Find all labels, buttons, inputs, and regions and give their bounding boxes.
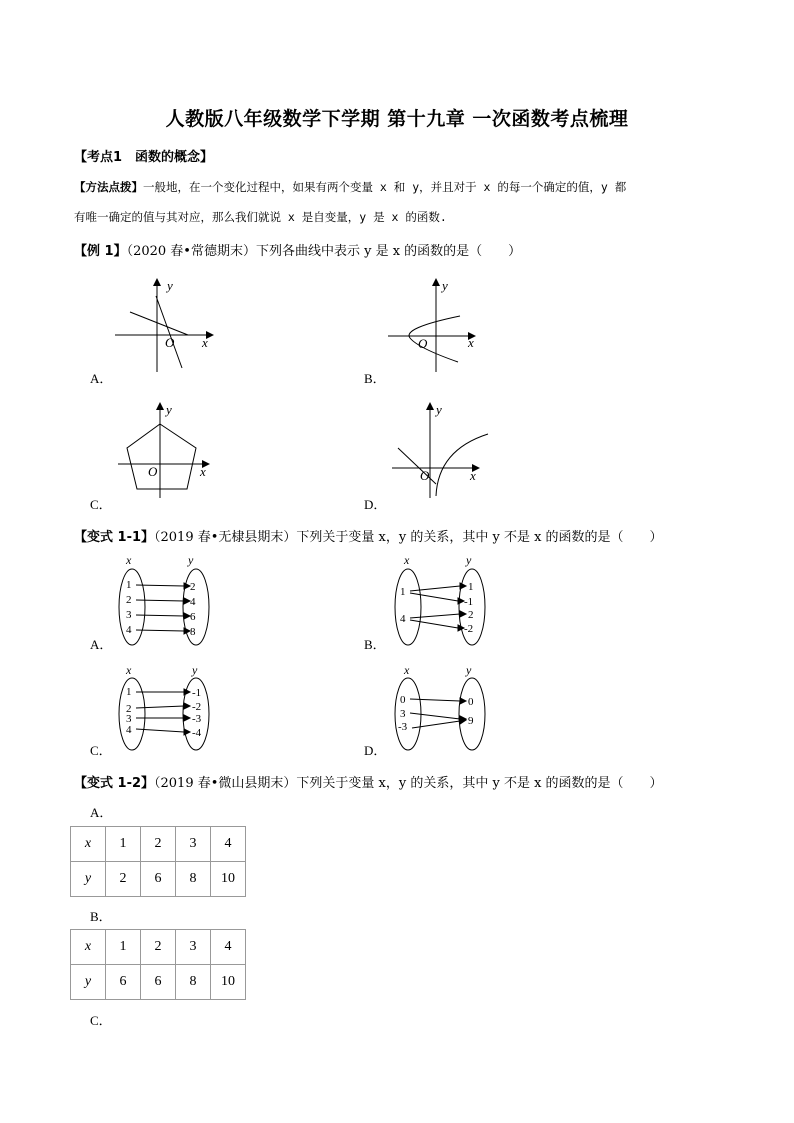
- mapping-d-x-neg3: -3: [398, 721, 408, 733]
- table-a-cell: 10: [211, 862, 246, 897]
- example-1-tag: 【例 1】: [74, 244, 127, 259]
- mapping-a-y-3: 6: [190, 611, 196, 623]
- table-b-row-x: [71, 930, 246, 965]
- mapping-b-y-neg2: -2: [464, 623, 474, 635]
- graph-b: [382, 272, 492, 378]
- mapping-a-x-title: x: [126, 553, 132, 567]
- variant-1-1-tag: 【变式 1-1】: [74, 530, 155, 545]
- graph-c: [110, 400, 220, 500]
- graph-c-x-label: x: [200, 464, 206, 479]
- graph-b-origin: O: [418, 336, 428, 351]
- mapping-b-y-2: 2: [468, 609, 474, 621]
- mapping-a-x-4: 4: [126, 624, 132, 636]
- table-a-cell: 6: [141, 862, 176, 897]
- mapping-d-y-9: 9: [468, 715, 474, 727]
- mapping-b-x-1: 1: [400, 586, 406, 598]
- mapping-d-x-title: x: [404, 663, 410, 677]
- mapping-a: [110, 552, 220, 648]
- graph-b-y-arrow: [432, 278, 440, 286]
- variant-1-1-option-d[interactable]: D．: [364, 743, 387, 758]
- variant-1-1-option-c[interactable]: C．: [90, 743, 112, 758]
- mapping-c-y-4: -4: [192, 727, 202, 739]
- mapping-a-x-2: 2: [126, 594, 132, 606]
- mapping-d-y-0: 0: [468, 696, 474, 708]
- variant-1-1-option-b[interactable]: B．: [364, 637, 386, 652]
- variant-1-1-question: [74, 526, 663, 545]
- table-a-cell: 1: [106, 827, 141, 862]
- variant-1-2-text: （2019 春•微山县期末）下列关于变量 x，y 的关系，其中 y 不是 x 的函数的是（ ）: [154, 776, 663, 791]
- mapping-a-x-ellipse: [119, 569, 145, 645]
- mapping-b-x-ellipse: [395, 569, 421, 645]
- variant-1-2-tag: 【变式 1-2】: [74, 776, 155, 791]
- mapping-b-x-title: x: [404, 553, 410, 567]
- graph-b-x-label: x: [468, 335, 474, 350]
- graph-c-y-arrow: [156, 402, 164, 410]
- variant-1-2-option-b[interactable]: B．: [90, 909, 112, 924]
- table-b-cell: 6: [141, 965, 176, 1000]
- graph-a-y-arrow: [153, 278, 161, 286]
- graph-d-curve: [436, 434, 488, 496]
- section-heading: 【考点1 函数的概念】: [74, 150, 214, 165]
- table-a-cell: 2: [106, 862, 141, 897]
- mapping-c-y-2: -2: [192, 701, 202, 713]
- mapping-d-arrows: [410, 698, 466, 728]
- variant-1-2-question: [74, 772, 663, 791]
- page-title: 人教版八年级数学下学期 第十九章 一次函数考点梳理: [165, 108, 629, 130]
- table-a: [70, 826, 246, 897]
- example-1-option-a[interactable]: A．: [90, 371, 113, 386]
- mapping-a-x-1: 1: [126, 579, 132, 591]
- graph-a-x-label: x: [202, 335, 208, 350]
- graph-d-y-label: y: [436, 402, 442, 417]
- mapping-c: [110, 662, 220, 754]
- graph-a-curve-1: [130, 312, 188, 335]
- graph-a: [110, 272, 220, 378]
- table-b: [70, 929, 246, 1000]
- graph-c-pentagon: [127, 424, 196, 489]
- variant-1-2-option-a[interactable]: A．: [90, 805, 113, 820]
- table-b-cell: 8: [176, 965, 211, 1000]
- graph-d-origin: O: [420, 468, 430, 483]
- table-b-cell: 2: [141, 930, 176, 965]
- graph-d: [384, 400, 494, 500]
- graph-d-x-label: x: [470, 468, 476, 483]
- variant-1-1-option-a[interactable]: A．: [90, 637, 113, 652]
- variant-1-2-option-c[interactable]: C．: [90, 1013, 112, 1028]
- mapping-c-x-1: 1: [126, 686, 132, 698]
- mapping-a-x-3: 3: [126, 609, 132, 621]
- table-a-cell: 4: [211, 827, 246, 862]
- mapping-a-y-title: y: [188, 553, 194, 567]
- mapping-a-y-ellipse: [183, 569, 209, 645]
- example-1-question: [74, 240, 521, 259]
- mapping-b-x-4: 4: [400, 613, 406, 625]
- example-1-option-c[interactable]: C．: [90, 497, 112, 512]
- table-a-row-y: [71, 862, 246, 897]
- mapping-a-y-1: 2: [190, 581, 196, 593]
- table-a-row-x: [71, 827, 246, 862]
- table-a-cell: x: [71, 827, 106, 862]
- table-b-row-y: [71, 965, 246, 1000]
- mapping-b: [384, 552, 494, 648]
- mapping-c-x-title: x: [126, 663, 132, 677]
- table-b-cell: y: [71, 965, 106, 1000]
- method-line-2: 有唯一确定的值与其对应，那么我们就说 x 是自变量，y 是 x 的函数.: [74, 210, 447, 224]
- mapping-c-x-3: 3: [126, 713, 132, 725]
- mapping-b-y-title: y: [466, 553, 472, 567]
- example-1-option-d[interactable]: D．: [364, 497, 387, 512]
- mapping-a-y-4: 8: [190, 626, 196, 638]
- graph-a-y-label: y: [167, 278, 173, 293]
- mapping-d-y-ellipse: [459, 678, 485, 750]
- mapping-d-y-title: y: [466, 663, 472, 677]
- mapping-b-y-neg1: -1: [464, 596, 474, 608]
- table-b-cell: 4: [211, 930, 246, 965]
- variant-1-1-text: （2019 春•无棣县期末）下列关于变量 x，y 的关系，其中 y 不是 x 的函数的是（ ）: [154, 530, 663, 545]
- mapping-d-x-0: 0: [400, 694, 406, 706]
- mapping-d: [384, 662, 494, 754]
- table-a-cell: 2: [141, 827, 176, 862]
- table-b-cell: x: [71, 930, 106, 965]
- mapping-c-x-2: 2: [126, 703, 132, 715]
- table-b-cell: 1: [106, 930, 141, 965]
- table-a-cell: 3: [176, 827, 211, 862]
- example-1-option-b[interactable]: B．: [364, 371, 386, 386]
- mapping-b-arrows: [410, 583, 466, 631]
- graph-a-curve-2: [156, 296, 182, 368]
- graph-c-origin: O: [148, 464, 158, 479]
- mapping-b-y-1: 1: [468, 581, 474, 593]
- mapping-c-y-3: -3: [192, 713, 202, 725]
- mapping-c-x-ellipse: [119, 678, 145, 750]
- mapping-c-x-4: 4: [126, 724, 132, 736]
- table-b-cell: 10: [211, 965, 246, 1000]
- table-a-cell: 8: [176, 862, 211, 897]
- graph-d-y-arrow: [426, 402, 434, 410]
- example-1-text: （2020 春•常德期末）下列各曲线中表示 y 是 x 的函数的是（ ）: [126, 244, 522, 259]
- mapping-a-y-2: 4: [190, 596, 196, 608]
- mapping-c-y-title: y: [192, 663, 198, 677]
- mapping-c-y-1: -1: [192, 687, 202, 699]
- table-b-cell: 6: [106, 965, 141, 1000]
- mapping-d-x-3: 3: [400, 708, 406, 720]
- method-note: [74, 172, 724, 232]
- table-b-cell: 3: [176, 930, 211, 965]
- table-a-cell: y: [71, 862, 106, 897]
- method-line-1: 一般地，在一个变化过程中，如果有两个变量 x 和 y，并且对于 x 的每一个确定的值，y 都: [143, 180, 627, 194]
- graph-c-y-label: y: [166, 402, 172, 417]
- graph-a-origin: O: [165, 335, 175, 350]
- method-tag: 【方法点拨】: [74, 180, 143, 194]
- graph-b-y-label: y: [442, 278, 448, 293]
- graph-b-curve: [409, 316, 460, 362]
